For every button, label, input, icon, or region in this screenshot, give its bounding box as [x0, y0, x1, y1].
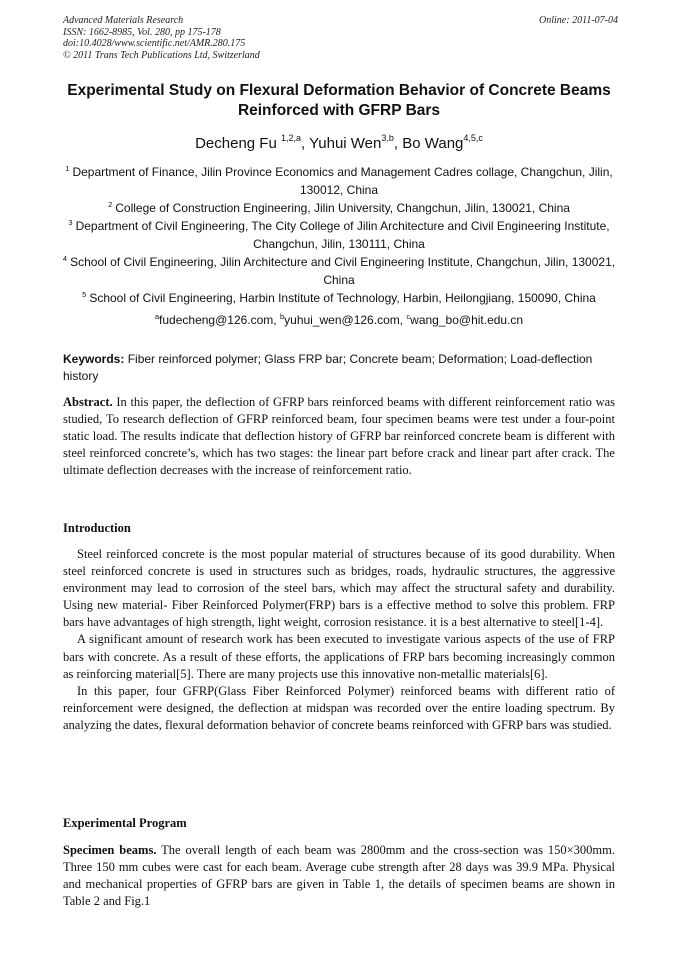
affiliation	[60, 217, 618, 253]
author-name: Decheng Fu	[195, 135, 277, 152]
affiliation	[60, 199, 618, 217]
affiliation-text: School of Civil Engineering, Jilin Architecture and Civil Engineering Institute, Changchun, Jilin, 130021, China	[70, 255, 616, 287]
keywords-text: Fiber reinforced polymer; Glass FRP bar; Concrete beam; Deformation; Load-deflection history	[63, 352, 593, 383]
paragraph: Steel reinforced concrete is the most popular material of structures because of its good durability. When steel reinforced concrete is used in structures such as bridges, roads, hydraulic structures, the aggressive environment may lead to corrosion of the steel bars, which may affect the structural safety and durability. Using new material- Fiber Reinforced Polymer(FRP) bars is a effective method to solve this problem. FRP bars have advantages of high strength, light weight, corrosion resistance. it is a best alternative to steel[1-4].	[63, 547, 615, 630]
author-list	[60, 134, 618, 154]
affiliation	[60, 163, 618, 199]
experimental-heading: Experimental Program	[63, 816, 187, 830]
specimen-paragraph	[63, 842, 615, 910]
keywords	[63, 351, 615, 385]
author-sup: 1,2,a	[280, 133, 302, 143]
affiliation-number: 4	[62, 254, 68, 263]
paragraph: In this paper, four GFRP(Glass Fiber Reinforced Polymer) reinforced beams with different ratio of reinforcement were designed, the deflection at midspan was recorded over the entire loading spectrum. By analyzing the dates, flexural deformation behavior of concrete beams reinforced with GFRP bars was studied.	[63, 683, 615, 732]
copyright-line: © 2011 Trans Tech Publications Ltd, Switzerland	[63, 49, 260, 61]
affiliation-number: 5	[82, 290, 87, 299]
affiliation	[60, 253, 618, 289]
email-sup: b	[279, 312, 285, 321]
email-address[interactable]: yuhui_wen@126.com,	[284, 313, 404, 327]
journal-name: Advanced Materials Research	[63, 15, 184, 26]
affiliation-number: 1	[65, 164, 70, 173]
author-separator: ,	[393, 135, 403, 152]
abstract-text: In this paper, the deflection of GFRP bars reinforced beams with different reinforcement ratio was studied, To research deflection of GFRP reinforced beam, four specimen beams were test under a four-point static load. The results indicate that deflection history of GFRP bar reinforced concrete beam is different with steel reinforced concrete’s, which has two stages: the linear part before crack and linear part after crack. The ultimate deflection decreases with the increase of reinforcement ratio.	[63, 395, 616, 478]
author-name: Yuhui Wen	[309, 135, 382, 152]
email-sup: a	[154, 312, 160, 321]
introduction-heading: Introduction	[63, 521, 131, 535]
abstract	[63, 394, 615, 479]
journal-header	[63, 15, 618, 61]
doi-line: doi:10.4028/www.scientific.net/AMR.280.175	[63, 38, 246, 49]
specimen-label: Specimen beams.	[63, 843, 157, 857]
email-list	[60, 311, 618, 329]
online-date: Online: 2011-07-04	[539, 15, 618, 26]
specimen-text: The overall length of each beam was 2800mm and the cross-section was 150×300mm. Three 150 mm cubes were cast for each beam. Average cube strength after 28 days was 39.9 MPa. Physical and mechanical properties of GFRP bars are given in Table 1, the details of specimen beams are shown in Table 2 and Fig.1	[63, 843, 615, 909]
affiliation-text: Department of Civil Engineering, The City College of Jilin Architecture and Civil Engineering Institute, Changchun, Jilin, 130111, China	[75, 219, 610, 251]
introduction-body	[63, 546, 615, 734]
affiliation-number: 3	[68, 218, 73, 227]
author-separator: ,	[301, 135, 310, 152]
abstract-label: Abstract.	[63, 395, 113, 409]
affiliation-number: 2	[108, 200, 113, 209]
paragraph: A significant amount of research work has been executed to investigate various aspects of the use of FRP bars with concrete. As a result of these efforts, the applications of FRP bars becoming increasingly common as reinforcing material[5]. There are many projects use this innovative non-metallic materials[6].	[63, 632, 615, 681]
email-address[interactable]: fudecheng@126.com,	[159, 313, 277, 327]
affiliation	[60, 289, 618, 307]
paper-title: Experimental Study on Flexural Deformation Behavior of Concrete Beams Reinforced with GFRP Bars	[67, 82, 611, 119]
author-sup: 3,b	[381, 133, 394, 143]
author-name: Bo Wang	[402, 135, 464, 152]
affiliation-text: College of Construction Engineering, Jilin University, Changchun, Jilin, 130021, China	[115, 201, 570, 215]
affiliation-text: School of Civil Engineering, Harbin Institute of Technology, Harbin, Heilongjiang, 150090, China	[89, 291, 596, 305]
affiliation-text: Department of Finance, Jilin Province Economics and Management Cadres collage, Changchun, Jilin, 130012, China	[72, 165, 613, 197]
issn-line: ISSN: 1662-8985, Vol. 280, pp 175-178	[63, 26, 221, 38]
author-sup: 4,5,c	[463, 133, 483, 143]
email-sup: c	[406, 312, 411, 321]
keywords-label: Keywords:	[63, 352, 125, 366]
affiliation-list	[60, 163, 618, 329]
email-address[interactable]: wang_bo@hit.edu.cn	[410, 313, 524, 327]
